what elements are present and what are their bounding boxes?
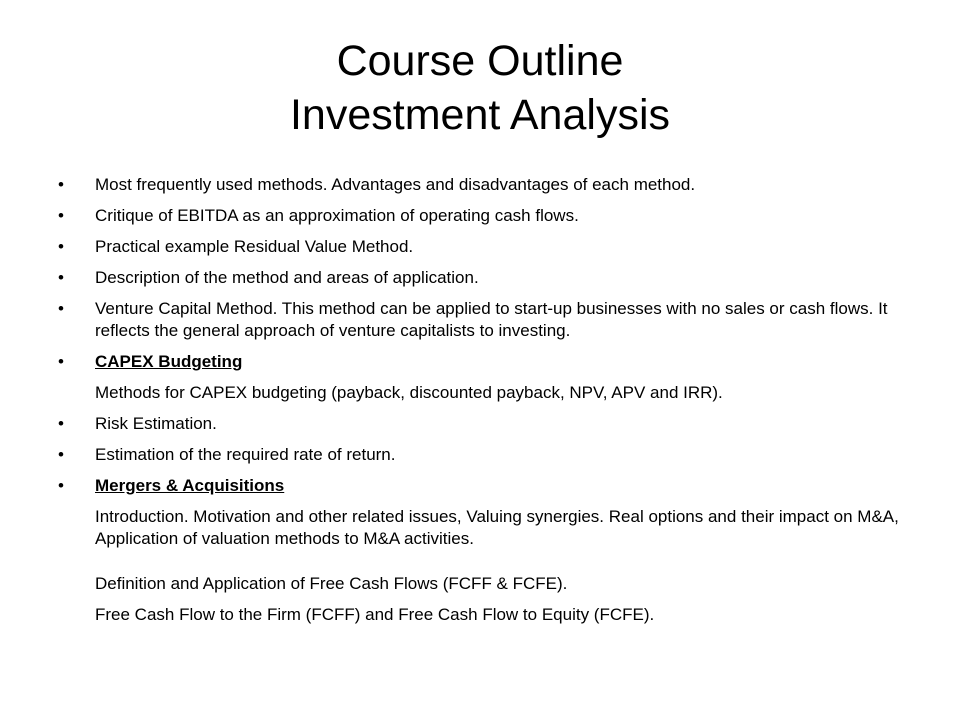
text-item [58, 506, 928, 550]
bullet-item-text: Practical example Residual Value Method. [95, 237, 414, 256]
bullet-list [58, 174, 928, 635]
bullet-item-text: Most frequently used methods. Advantages and disadvantages of each method. [95, 175, 696, 194]
text-item-text: Methods for CAPEX budgeting (payback, discounted payback, NPV, APV and IRR). [95, 383, 723, 402]
bullet-item-text: Description of the method and areas of application. [95, 268, 479, 287]
section-heading-mergers [58, 475, 928, 497]
bullet-item [58, 444, 928, 466]
bullet-item [58, 236, 928, 258]
bullet-item [58, 413, 928, 435]
text-item-text: Introduction. Motivation and other related issues, Valuing synergies. Real options and their impact on M&A, Application of valuation methods to M&A activities. [95, 507, 899, 548]
text-item-text: Definition and Application of Free Cash Flows (FCFF & FCFE). [95, 574, 568, 593]
bullet-item-text: Venture Capital Method. This method can be applied to start-up businesses with no sales or cash flows. It reflects the general approach of venture capitalists to investing. [95, 299, 888, 340]
text-item-text: Free Cash Flow to the Firm (FCFF) and Free Cash Flow to Equity (FCFE). [95, 605, 655, 624]
bullet-item [58, 267, 928, 289]
bullet-item [58, 174, 928, 196]
text-item [58, 382, 928, 404]
text-item [58, 604, 928, 626]
section-heading-text: Mergers & Acquisitions [95, 476, 285, 495]
bullet-item-text: Risk Estimation. [95, 414, 217, 433]
slide-title [0, 34, 960, 142]
title-line-1: Course Outline [336, 37, 624, 85]
title-line-2: Investment Analysis [289, 91, 670, 139]
bullet-item [58, 298, 928, 342]
section-heading-capex [58, 351, 928, 373]
bullet-item [58, 205, 928, 227]
bullet-item-text: Critique of EBITDA as an approximation of operating cash flows. [95, 206, 579, 225]
section-heading-text: CAPEX Budgeting [95, 352, 243, 371]
text-item [58, 573, 928, 595]
bullet-item-text: Estimation of the required rate of return. [95, 445, 396, 464]
